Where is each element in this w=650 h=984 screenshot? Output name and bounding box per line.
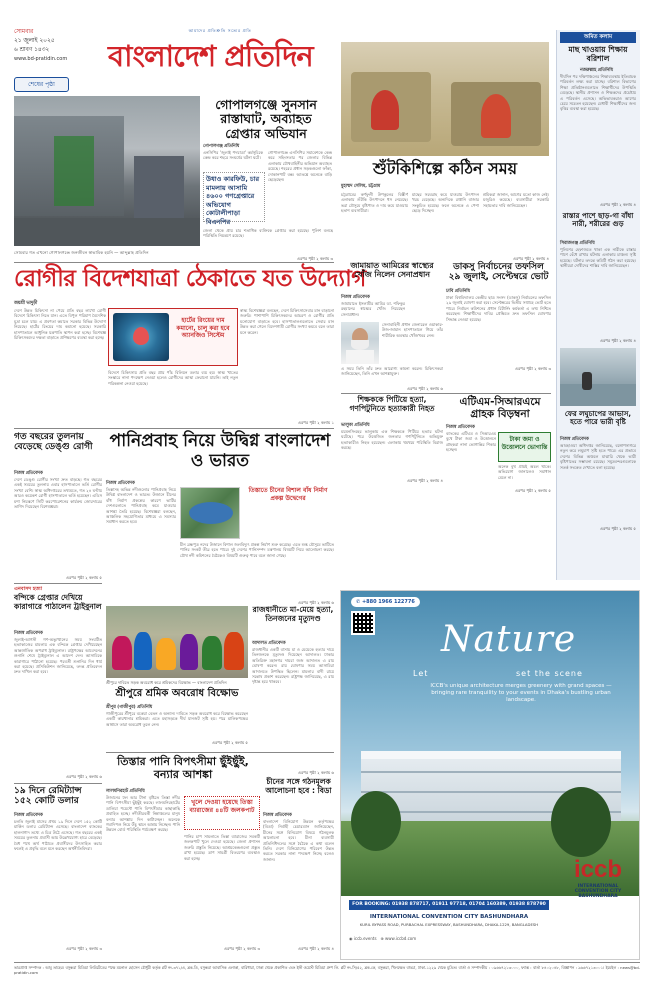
- ad-line1: Let: [413, 669, 429, 678]
- sreepur-body: গাজীপুরের শ্রীপুরে বকেয়া বেতন ও অন্যান্য দাবিতে সড়ক অবরোধ করে বিক্ষোভ করেছেন একটি কারখানার শ্রমিকরা। এতে মহাসড়কে দীর্ঘ যানজট সৃষ্টি হয়। পরে মালিকপক্ষের আশ্বাসে তারা অবরোধ তুলে নেন।: [106, 711, 248, 727]
- ad-footer: [341, 856, 640, 960]
- ad-line2: set the scene: [516, 669, 583, 678]
- ad-venue: INTERNATIONAL CONVENTION CITY BASHUNDHARA: [369, 914, 529, 920]
- ad-social: [349, 936, 549, 941]
- ducsu-byline: ঢাবি প্রতিনিধি: [446, 289, 470, 294]
- gopalganj-caption: সোমবার গত এখনো গোপালগঞ্জে জনজীবন স্বাভাবিক হয়নি — আব্দুল্লাহ প্রতিদিন: [14, 250, 149, 255]
- sreepur-byline: শ্রীপুর (গাজীপুর) প্রতিনিধি: [106, 705, 153, 710]
- ad-booking[interactable]: FOR BOOKING: 01938 878717, 01911 97718, 01704 160389, 01938 878790: [349, 900, 549, 910]
- tribunal-kicker: এনবাসদ হত্যা: [14, 586, 42, 592]
- tribunal-headline[interactable]: বন্দিকে গ্রেপ্তার দেখিয়ে কারাগারে পাঠালেন ট্রাইবুনাল: [14, 593, 102, 611]
- shutki-headline[interactable]: শুঁটকিশিল্পে কঠিন সময়: [372, 159, 518, 178]
- jamayat-body3: এ সময় তিনি তাঁর দ্রুত আরোগ্য কামনা করেন। চিকিৎসকরা জানিয়েছেন, তিনি এখন আশঙ্কামুক্ত।: [341, 366, 443, 377]
- lead-inset: [108, 308, 238, 366]
- jamayat-continued[interactable]: এরপর পৃষ্ঠা ২ কলাম ৬: [406, 386, 443, 391]
- teesta-callout: [184, 796, 260, 830]
- teacher-rule: [341, 393, 551, 394]
- ducsu-continued[interactable]: এরপর পৃষ্ঠা ২ কলাম ৩: [514, 366, 551, 371]
- sidebar-story2-body: পুলিশের হেফাজতে থাকা এক নারীকে রাস্তার পাশে বেঁধে রাখার ঘটনায় এলাকায় চাঞ্চল্য সৃষ্টি হয়েছে। ঘটনার তদন্তে কমিটি গঠন করা হয়েছে। স্থানীয়রা দোষীদের শাস্তির দাবি জানিয়েছেন।: [560, 247, 636, 269]
- lead-body2: বিদেশে চিকিৎসায় প্রতি বছর প্রায় পাঁচ বিলিয়ন ডলার ব্যয় হয়। স্বাস্থ্য খাতের সংস্কারে নানা পদক্ষেপ নেওয়া হলেও রোগীদের আস্থা ফেরানো যায়নি। তাই নতুন পরিকল্পনা নেওয়া হয়েছে।: [108, 370, 238, 386]
- date-block: [14, 28, 104, 64]
- tribunal-byline: নিজস্ব প্রতিবেদক: [14, 631, 43, 636]
- dengue-byline: নিজস্ব প্রতিবেদক: [14, 471, 43, 476]
- website[interactable]: www.bd-pratidin.com: [14, 56, 68, 62]
- atm-body2: অনেক বুথ প্রায়ই অচল থাকে। অভিযোগ জানালেও সমাধান মেলে না।: [498, 464, 551, 480]
- water-byline: নিজস্ব প্রতিবেদক: [106, 481, 135, 486]
- ad-phone-number: +880 1966 122776: [361, 599, 415, 605]
- rajshahi-headline[interactable]: রাজধানীতে মা-মেয়ে হত্যা, তিনজনের মৃত্যুদণ্ড: [252, 605, 334, 623]
- remittance-byline: নিজস্ব প্রতিবেদক: [14, 813, 43, 818]
- dengue-continued[interactable]: এরপর পৃষ্ঠা ২ কলাম ৫: [65, 575, 102, 580]
- sidebar-story3-body: আবহাওয়া অধিদপ্তর জানিয়েছে, বঙ্গোপসাগরে নতুন করে লঘুচাপ সৃষ্টি হতে পারে। এর প্রভাবে দেশের বিভিন্ন অঞ্চলে মাঝারি থেকে ভারী বৃষ্টিপাতের সম্ভাবনা রয়েছে। সমুদ্রবন্দরগুলোকে সতর্ক সংকেত দেখাতে বলা হয়েছে।: [560, 443, 636, 470]
- atm-continued[interactable]: এরপর পৃষ্ঠা ২ কলাম ৫: [514, 488, 551, 493]
- teesta-body1: উজানের ঢল আর টানা বৃষ্টিতে তিস্তা নদীর পানি বিপৎসীমা ছুঁইছুঁই করছে। লালমনিরহাটের ডালিয়া পয়েন্টে পানি বিপৎসীমার কাছাকাছি প্রবাহিত হচ্ছে। নদীতীরবর্তী নিম্নাঞ্চলের মানুষ বন্যার আশঙ্কায় দিন কাটাচ্ছেন। অনেকে গবাদিপশু নিয়ে উঁচু স্থানে আশ্রয় নিচ্ছেন। পানি উন্নয়ন বোর্ড পরিস্থিতি পর্যবেক্ষণ করছে।: [106, 795, 180, 833]
- ducsu-body: ঢাকা বিশ্ববিদ্যালয় কেন্দ্রীয় ছাত্র সংসদ (ডাকসু) নির্বাচনের তফসিল ২৯ জুলাই ঘোষণা করা হবে। সেপ্টেম্বরের দ্বিতীয় সপ্তাহে ভোট হতে পারে। নির্বাচন কমিশনের প্রধান রিটার্নিং কর্মকর্তা এ তথ্য নিশ্চিত করেছেন। শিক্ষার্থীদের দাবির প্রেক্ষিতে দ্রুত তফসিল ঘোষণার সিদ্ধান্ত নেওয়া হয়েছে।: [446, 295, 551, 322]
- lead-continued[interactable]: এরপর পৃষ্ঠা ২ কলাম ১: [297, 420, 334, 425]
- water-body2: চীন ব্রহ্মপুত্র নদের উজানে বিশাল জলবিদ্যুৎ প্রকল্প নির্মাণ শুরু করেছে। এতে শুষ্ক মৌসুমে ভাটিতে পানির সংকট তীব্র হতে পারে। দুই দেশের পানিসম্পদ মন্ত্রণালয় বিষয়টি নিয়ে আলোচনা করছে। যৌথ নদী কমিশনের বৈঠকেও বিষয়টি গুরুত্ব পাবে বলে জানা গেছে।: [180, 542, 334, 558]
- sidebar-col-body: দীর্ঘদিন পর দক্ষিণাঞ্চলের শিক্ষাব্যবস্থায় ইতিবাচক পরিবর্তন লক্ষ্য করা যাচ্ছে। বরিশাল বিভাগের শিক্ষা প্রতিষ্ঠানগুলোতে শিক্ষার্থীদের উপস্থিতি বেড়েছে। স্থানীয় প্রশাসন ও শিক্ষকদের প্রচেষ্টায় এ পরিবর্তন এসেছে। অভিভাবকরাও আগের চেয়ে সচেতন হয়েছেন। মেধাবী শিক্ষার্থীদের জন্য বৃত্তির ব্যবস্থা করা হয়েছে।: [560, 74, 636, 112]
- footer-rule: [14, 962, 640, 963]
- iccb-ad[interactable]: [340, 590, 640, 960]
- shutki-continued[interactable]: এরপর পৃষ্ঠা ২ কলাম ৪: [512, 256, 549, 261]
- atm-body1: ব্যাংকের এটিএম ও সিআরএম বুথে টাকা জমা ও উত্তোলনে গ্রাহকরা নানা ভোগান্তির শিকার হচ্ছেন।: [446, 431, 496, 453]
- iccb-logo-mark: iccb: [573, 856, 623, 883]
- shutki-photo: [341, 42, 549, 156]
- gopalganj-byline: গোপালগঞ্জ প্রতিনিধি: [203, 144, 240, 149]
- teesta-byline: লালমনিরহাট প্রতিনিধি: [106, 789, 145, 794]
- china-headline[interactable]: চীনের সঙ্গে গঠনমূলক আলোচনা হবে : বিডা: [265, 777, 332, 795]
- atm-byline: নিজস্ব প্রতিবেদক: [446, 425, 475, 430]
- masthead: [14, 28, 334, 103]
- remittance-body: চলতি জুলাই মাসের প্রথম ১৯ দিনে দেশে ১৫২ কোটি মার্কিন ডলার রেমিট্যান্স এসেছে। বাংলাদেশ ব্যাংকের হালনাগাদ তথ্যে এ চিত্র উঠে এসেছে। গত বছরের একই সময়ের তুলনায় প্রবাসী আয় উল্লেখযোগ্য হারে বেড়েছে। বৈধ পথে অর্থ পাঠাতে প্রবাসীদের উৎসাহিত করার ফলেই এ প্রবৃদ্ধি বলে মনে করছেন অর্থনীতিবিদরা।: [14, 819, 102, 852]
- remittance-continued[interactable]: এরপর পৃষ্ঠা ২ কলাম ৩: [65, 946, 102, 951]
- sidebar-rain-photo: [560, 348, 636, 406]
- sidebar-story3-continued[interactable]: এরপর পৃষ্ঠা ২ কলাম ৫: [599, 526, 636, 531]
- sidebar-story3-title[interactable]: ফের লঘুচাপের আভাস, হতে পারে ভারী বৃষ্টি: [564, 410, 632, 427]
- iccb-logo: [561, 856, 635, 956]
- water-headline[interactable]: পানিপ্রবাহ নিয়ে উদ্বিগ্ন বাংলাদেশ ও ভারত: [109, 431, 331, 471]
- iccb-logo-sub1: INTERNATIONAL: [577, 884, 619, 889]
- teesta-body2: পানির চাপ সামলাতে তিস্তা ব্যারাজের সবকটি জলকপাট খুলে দেওয়া হয়েছে। জেলা প্রশাসন জরুরি প্রস্তুতি নিয়েছে। আশ্রয়কেন্দ্রগুলো প্রস্তুত রাখা হয়েছে। ত্রাণ সামগ্রী বিতরণের ব্যবস্থাও করা হচ্ছে।: [184, 834, 260, 861]
- water-map: [180, 487, 240, 539]
- sidebar-col-title[interactable]: মাছ খাওয়ায় শিক্ষায় বরিশাল: [568, 45, 628, 63]
- dengue-rule: [14, 428, 334, 429]
- qr-code-icon: [351, 611, 375, 635]
- gopalganj-photo: [14, 96, 200, 246]
- ad-address: KURIL BYPASS ROAD, PURBACHAL EXPRESSWAY, BASHUNDHARA, DHAKA-1229, BANGLADESH: [359, 922, 539, 927]
- teacher-headline[interactable]: শিক্ষককে পিটিয়ে হত্যা, গণপিটুনিতে হত্যাকারী নিহত: [349, 395, 435, 413]
- shutki-byline: মুহাম্মদ সেলিম, চট্টগ্রাম: [341, 184, 381, 189]
- atm-callout: [498, 432, 551, 462]
- sreepur-caption: শ্রীপুরে দাবিতে সড়ক অবরোধ করে শ্রমিকদের বিক্ষোভ — বাংলাদেশ প্রতিদিন: [106, 680, 227, 685]
- sreepur-continued[interactable]: এরপর পৃষ্ঠা ২ কলাম ৫: [211, 740, 248, 745]
- iccb-logo-sub2: CONVENTION CITY: [574, 889, 622, 894]
- lead-inset-photo: [113, 313, 169, 361]
- china-body: বাংলাদেশ বিনিয়োগ উন্নয়ন কর্তৃপক্ষের (বিডা) নির্বাহী চেয়ারম্যান জানিয়েছেন, চীনের সঙ্গে বিনিয়োগ বিষয়ে গঠনমূলক আলোচনা হবে। চীনা ব্যবসায়ী প্রতিনিধিদলের সঙ্গে বৈঠকে এ কথা বলেন তিনি। দেশে বিনিয়োগের পরিবেশ উন্নত করতে সরকার নানা পদক্ষেপ নিচ্ছে বলেও জানান।: [263, 819, 334, 862]
- section-label: শেষের পৃষ্ঠা: [14, 77, 69, 92]
- water-body1: তিস্তাসহ অভিন্ন নদীগুলোর পানিপ্রবাহ নিয়ে উদ্বিগ্ন বাংলাদেশ ও ভারত। উজানে চীনের বাঁধ নির্মাণ প্রকল্পের কারণে ভাটির দেশগুলোতে পানিপ্রবাহ কমে যাওয়ার আশঙ্কা তৈরি হয়েছে। বিশেষজ্ঞরা বলছেন, আঞ্চলিক সহযোগিতার মাধ্যমে এ সমস্যার সমাধান করতে হবে।: [106, 487, 176, 525]
- tribunal-continued[interactable]: এরপর পৃষ্ঠা ২ কলাম ৬: [65, 774, 102, 779]
- sreepur-headline[interactable]: শ্রীপুরে শ্রমিক অবরোধ বিক্ষোভ: [115, 688, 239, 699]
- instagram-icon: ◉: [349, 936, 354, 941]
- gopalganj-body3: জেলা থেকে প্রায় চার শতাধিক ব্যক্তিকে গ্রেপ্তার করা হয়েছে। পুলিশ বলছে পরিস্থিতি নিয়ন্ত্রণে রয়েছে।: [203, 228, 333, 239]
- gopalganj-body: গোপালগঞ্জে এনসিপির সমাবেশকে কেন্দ্র করে সহিংসতার পর জেলার বিভিন্ন এলাকায় যৌথবাহিনীর অভিযান অব্যাহত রয়েছে। শহরের প্রধান সড়কগুলো ফাঁকা, দোকানপাট বন্ধ। আতঙ্কে অনেকে বাড়ি ছেড়েছেন।: [268, 150, 332, 183]
- tribunal-rule: [14, 583, 102, 584]
- sidebar-badge: অমিত কলাম: [560, 32, 636, 43]
- masthead-title[interactable]: বাংলাদেশ প্রতিদিন: [108, 39, 313, 73]
- gopalganj-callout: [203, 172, 265, 226]
- jamayat-body1: জামায়াতে ইসলামীর আমির ডা. শফিকুর রহমানের স্বাস্থ্যের খোঁজ নিয়েছেন সেনাপ্রধান।: [341, 301, 405, 317]
- jamayat-photo: [341, 322, 379, 364]
- teesta-continued[interactable]: এরপর পৃষ্ঠা ২ কলাম ৩: [223, 946, 260, 951]
- atm-headline[interactable]: এটিএম-সিআরএমে গ্রাহক বিড়ম্বনা: [459, 396, 541, 421]
- gopalganj-body2: এনসিপির 'জুলাই পদযাত্রা' কর্মসূচিকে কেন্দ্র করে শহরে সংঘর্ষের ঘটনা ঘটে।: [203, 150, 263, 161]
- shutki-body3: শ্রমিকরা জানান, আগের মতো কাজ নেই। মজুরিও কমেছে। ব্যবসায়ীরা সরকারি সহায়তার দাবি জানিয়েছেন।: [483, 192, 549, 208]
- china-byline: নিজস্ব প্রতিবেদক: [263, 813, 292, 818]
- china-continued[interactable]: এরপর পৃষ্ঠা ২ কলাম ৪: [297, 946, 334, 951]
- atm-callout-text: টাকা জমা ও উত্তোলনে ভোগান্তি: [501, 436, 548, 451]
- rajshahi-continued[interactable]: এরপর পৃষ্ঠা ২ কলাম ৬: [297, 770, 334, 775]
- ad-social2[interactable]: www.iccbd.com: [385, 936, 417, 941]
- globe-icon: ⊕: [380, 936, 386, 941]
- phone-icon: ✆: [356, 599, 362, 605]
- footer-imprint: ভারপ্রাপ্ত সম্পাদক : আবু তাহের। বসুন্ধরা মিডিয়া লিমিটেডের পক্ষে ময়নাল হোসেন চৌধুরী কর্তৃক প্লট নং-৩৭১/এ, ব্লক-ডি, বসুন্ধরা আবাসিক এলাকা, বারিধারা, ঢাকা থেকে প্রকাশিত এবং ইস্ট ওয়েস্ট মিডিয়া গ্রুপ লি. প্লট নং-সি/৫২, ব্লক-কে, বসুন্ধরা, খিলক্ষেত বাড্ডা, ঢাকা-১২২৯ থেকে মুদ্রিত। বার্তা ও সম্পাদকীয় : ০৯৬৬৭২১৩০০০, ফ্যাক্স : বার্তা ৮৪০২০৪৮, বিজ্ঞাপন : ৯৬৬৭২১৩০০১। ইমেইল : news@bd-pratidin.com: [14, 965, 640, 976]
- sidebar-col-continued[interactable]: এরপর পৃষ্ঠা ২ কলাম ৪: [599, 202, 636, 207]
- lead-inset-caption: হার্টের রিংয়ের দাম কমানো, চালু করা হবে অ্যানজিও সিস্টেম: [176, 317, 230, 339]
- sidebar-story2-continued[interactable]: এরপর পৃষ্ঠা ২ কলাম ৪: [599, 338, 636, 343]
- rajshahi-byline: আদালত প্রতিবেদক: [252, 641, 286, 646]
- teacher-byline: ভালুকা প্রতিনিধি: [341, 423, 370, 428]
- date-en: ২১ জুলাই ২০২৫: [14, 38, 55, 44]
- dengue-body: দেশে ডেঙ্গু রোগীর সংখ্যা দ্রুত বাড়ছে। গত বছরের একই সময়ের তুলনায় এবার হাসপাতালে ভর্তি রোগীর সংখ্যা বেশি। স্বাস্থ্য অধিদপ্তরের তথ্যমতে, গত ২৪ ঘণ্টায় আরও কয়েকশ রোগী হাসপাতালে ভর্তি হয়েছেন। এডিস মশা নিয়ন্ত্রণে সিটি করপোরেশনের কার্যক্রম জোরদারের তাগিদ দিয়েছেন বিশেষজ্ঞরা।: [14, 477, 102, 510]
- gopalganj-headline[interactable]: গোপালগঞ্জে সুনসান রাস্তাঘাট, অব্যাহত গ্রেপ্তার অভিযান: [215, 97, 317, 141]
- teacher-body: ময়মনসিংহের ভালুকায় এক শিক্ষককে পিটিয়ে হত্যার ঘটনা ঘটেছে। পরে উত্তেজিত জনতার গণপিটুনিতে অভিযুক্ত হত্যাকারীও নিহত হয়েছেন। এলাকায় থমথমে পরিস্থিতি বিরাজ করছে।: [341, 429, 443, 451]
- jamayat-byline: নিজস্ব প্রতিবেদক: [341, 295, 370, 300]
- sidebar-story3-byline: নিজস্ব প্রতিবেদক: [560, 437, 589, 442]
- ad-phone[interactable]: [351, 597, 420, 607]
- ad-script: Nature: [441, 619, 577, 660]
- sreepur-photo: [106, 606, 248, 678]
- lead-byline: জয়শ্রী ভাদুড়ী: [14, 301, 38, 306]
- water-continued[interactable]: এরপর পৃষ্ঠা ২ কলাম ৬: [297, 600, 334, 605]
- ad-social1[interactable]: iccb.events: [353, 936, 377, 941]
- rajshahi-body: রাজধানীর একটি বাসায় মা ও মেয়েকে হত্যার দায়ে তিনজনকে মৃত্যুদণ্ড দিয়েছেন আদালত। ঢাকার অতিরিক্ত মহানগর দায়রা জজ আদালত এ রায় ঘোষণা করেন। রায় ঘোষণার সময় আসামিরা আদালতে উপস্থিত ছিলেন। মামলার বাদী রায়ে সন্তোষ প্রকাশ করেছেন। রাষ্ট্রপক্ষ জানিয়েছে, এ রায় দৃষ্টান্ত হয়ে থাকবে।: [252, 647, 334, 685]
- ducsu-headline[interactable]: ডাকসু নির্বাচনের তফসিল ২৯ জুলাই, সেপ্টেম্বরে ভোট: [448, 262, 549, 283]
- remittance-rule: [14, 783, 102, 784]
- teacher-continued[interactable]: এরপর পৃষ্ঠা ২ কলাম ৪: [406, 478, 443, 483]
- callout-text: উধাও কারফিউ, চার মামলায় আসামি ৪৬০০ গণগ্রেপ্তারে অভিযোগ কোটালীপাড়া বিএনপির: [206, 175, 260, 226]
- water-map-caption: তিস্তাতে চীনের বিশাল বাঁধ নির্মাণ প্রকল্প উদ্বেগের: [248, 487, 328, 502]
- iccb-logo-sub3: BASHUNDHARA: [578, 894, 618, 899]
- lead-body3: স্বাস্থ্য বিশেষজ্ঞরা বলছেন, দেশে চিকিৎসাসেবার মান বাড়ানো জরুরি। পাশাপাশি চিকিৎসকদের আচরণ ও রোগীর প্রতি মনোযোগ বাড়াতে হবে। হাসপাতালগুলোতে সেবার মান উন্নত করা গেলে বিদেশগামী রোগীর সংখ্যা কমবে বলে তারা মনে করেন।: [240, 308, 334, 335]
- sidebar-story2-title[interactable]: রাস্তার পাশে ছাড়-গা বাঁধা নারী, শরীরের গুড়: [562, 212, 634, 229]
- lead-body1: দেশে উন্নত চিকিৎসা না পেয়ে প্রতি বছর লাখো রোগী বিদেশে চিকিৎসা নিতে যান। এতে বিপুল পরিমাণ বৈদেশিক মুদ্রা চলে যায়। এ প্রবণতা কমাতে সরকার বিভিন্ন উদ্যোগ নিয়েছে। হার্টের রিংয়ের দাম কমানো হয়েছে। সরকারি হাসপাতালে আধুনিক যন্ত্রপাতি স্থাপন করা হচ্ছে। বিশেষজ্ঞ চিকিৎসকদের দক্ষতা বাড়াতে প্রশিক্ষণের ব্যবস্থা করা হচ্ছে।: [14, 308, 106, 341]
- teesta-callout-text: খুলে দেওয়া হয়েছে তিস্তা ব্যারাজের ৪৪টি জলকপাট: [189, 799, 255, 814]
- ad-desc: ICCB's unique architecture merges greenery with grand spaces — bringing rare tranquility to your events in Dhaka's bustling urban landscape.: [430, 683, 612, 703]
- lead-top-rule: [14, 262, 334, 263]
- shutki-body2: মাছের সরবরাহ কমে যাওয়ায় উৎপাদন খরচ বেড়েছে। অন্যদিকে রপ্তানি বাজার সংকুচিত হয়েছে। ফলে অনেকে এ পেশা ছেড়ে দিচ্ছেন।: [412, 192, 479, 214]
- remittance-headline[interactable]: ১৯ দিনে রেমিট্যান্স ১৫২ কোটি ডলার: [14, 786, 82, 807]
- date-bn: ৬ শ্রাবণ ১৪৩২: [14, 47, 50, 53]
- gopalganj-continued[interactable]: এরপর পৃষ্ঠা ২ কলাম ৩: [296, 256, 333, 261]
- tribunal-body: জুলাই-আগস্ট গণ-অভ্যুত্থানের সময় সংঘটিত হত্যাকাণ্ডের মামলায় এক বন্দিকে গ্রেপ্তার দেখিয়েছেন আন্তর্জাতিক অপরাধ ট্রাইব্যুনাল। রাষ্ট্রপক্ষের আবেদনের শুনানি শেষে ট্রাইব্যুনাল এ আদেশ দেন। আসামিকে কারাগারে পাঠানো হয়েছে। পরবর্তী শুনানির দিন ধার্য করা হয়েছে। প্রসিকিউশন জানিয়েছে, তদন্ত প্রতিবেদন দ্রুত দাখিল করা হবে।: [14, 637, 102, 675]
- jamayat-headline[interactable]: জামায়াত আমিরের স্বাস্থ্যের খোঁজ নিলেন সেনাপ্রধান: [350, 261, 434, 279]
- dengue-headline[interactable]: গত বছরের তুলনায় বেড়েছে ডেঙ্গু রোগী: [14, 432, 93, 453]
- lead-headline[interactable]: রোগীর বিদেশযাত্রা ঠেকাতে যত উদ্যোগ: [14, 266, 366, 292]
- tagline: আমাদের প্রতিশ্রুতি সত্যের প্রতি: [188, 28, 252, 33]
- sidebar-col-byline: নজরুল্লাহ প্রতিনিধি: [580, 68, 613, 73]
- weekday: সোমবার: [14, 29, 34, 35]
- shutki-body1: চট্টগ্রামের কর্ণফুলী উপকূলের বিস্তীর্ণ এলাকায় শুঁটকি উৎপাদনে ধস নেমেছে। ভরা মৌসুমে বৃষ্টিপাত ও দাম কমে যাওয়ায় হতাশ ব্যবসায়ীরা।: [341, 192, 408, 214]
- jamayat-body2: সেনাবাহিনী প্রধান জেনারেল ওয়াকার-উজ-জামান হাসপাতালে গিয়ে তাঁর শারীরিক অবস্থার খোঁজখবর নেন।: [382, 322, 443, 338]
- teesta-headline[interactable]: তিস্তার পানি বিপৎসীমা ছুঁইছুঁই, বন্যার আশঙ্কা: [117, 755, 249, 781]
- sidebar-story2-byline: সিরাজগঞ্জ প্রতিনিধি: [560, 241, 595, 246]
- teesta-rule: [106, 752, 334, 753]
